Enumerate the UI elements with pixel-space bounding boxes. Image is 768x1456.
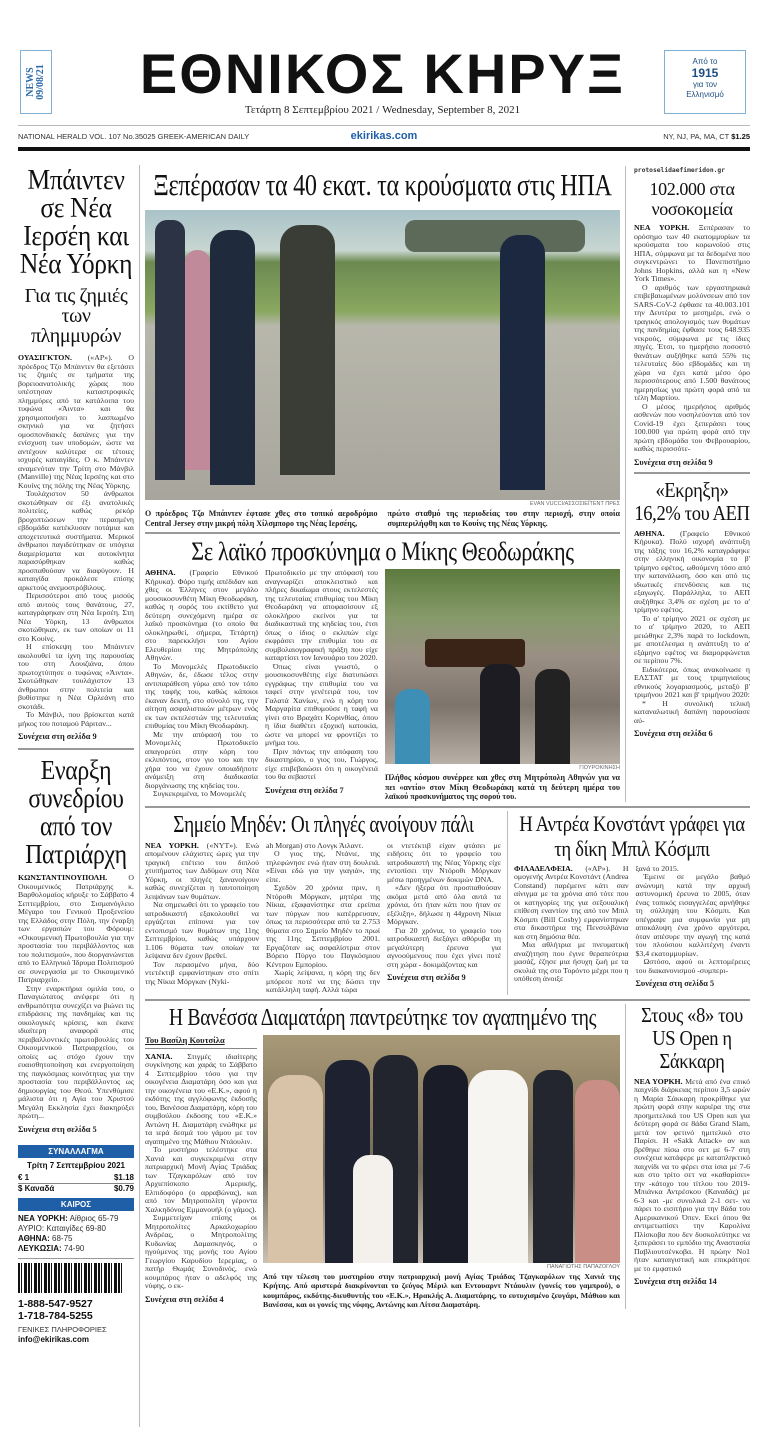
paragraph: Στιγμές ιδιαίτερης συγκίνησης και χαράς το Σάββατο 4 Σεπτεμβρίου τόσο για την οικογένεια Διαματάρη όσο και για την οικογένεια του «Ε.Κ.», αφού η εκδότης της αγγλόφωνης έκδοσής του, Βανέσσα Διαματάρη, κόρη του συμβούλου έκδοσης του «Ε.Κ.» Αντώνη Η. Διαματάρη ενώθηκε με τα ιερά δεσμά του γάμου με τον αγαπημένο της Μάθιου Ντάουλιν. xyxy=(145,1051,257,1146)
paragraph: Πριν πάντως την απόφαση του δικαστηρίου, ο γιος του, Γιώργος, είχε επιβεβαιώσει ότι η οικογένειά του θα σεβαστεί xyxy=(265,746,378,782)
article-column xyxy=(145,569,258,802)
photo-credit: ΓΙΟΥΡΟΚΙΝΗΣΗ xyxy=(579,765,620,772)
weather-row xyxy=(18,1214,134,1224)
paragraph: (Γραφείο Εθνικού Κήρυκα). Φόρο τιμής απέδιδαν και χθες οι Έλληνες στον μεγάλο μουσικοσυνθέτη Μίκη Θεοδωράκη, καθώς η σορός του εκτίθετο για δεύτερη συνεχόμενη ημέρα σε λαϊκό προσκύνημα (το οποίο θα ολοκληρωθεί, σήμερα, Τετάρτη) στο παρεκκλήσι του Αγίου Ελευθερίου της Μητρόπολης Αθηνών. xyxy=(145,568,259,663)
headline[interactable]: «Εκρηξη» 16,2% του ΑΕΠ xyxy=(634,477,750,525)
headline[interactable]: Η Αντρέα Κονστάντ γράφει για τη δίκη Μπιλ Κόσμπι xyxy=(519,810,745,861)
funeral-photo xyxy=(385,569,620,764)
phone-1[interactable]: 1-888-547-9527 xyxy=(18,1297,93,1310)
wedding-text xyxy=(145,1035,257,1309)
dateline: ΝΕΑ ΥΟΡΚΗ. xyxy=(634,223,690,232)
paragraph: Τουλάχιστον 50 άνθρωποι σκοτώθηκαν σε έξι ανατολικές πολιτείες, καθώς ρεκόρ βροχοπτώσεων την περασμένη εβδομάδα κατέκλυσαν ποτάμια και αποχετευτικά συστήματα. Μερικοί άνθρωποι παγιδεύτηκαν σε υπόγεια διαμερίσματα και αυτοκίνητα παρασύρθηκαν καθώς προσπαθούσαν να διαφύγουν. Η καταιγίδα προκάλεσε επίσης αρκετούς ανεμοστρόβιλους. xyxy=(18,489,134,592)
photo-credit: ΠΑΝΑΓΙΩΤΗΣ ΠΑΠΑΖΟΓΛΟΥ xyxy=(547,1263,620,1270)
helicopter-shape xyxy=(405,220,585,252)
paragraph: Ο γιος της, Ντάνιε, της τηλεφώνησε ενώ ήταν στη δουλειά. «Είναι εδώ για την γιαγιά», της είπε. xyxy=(266,849,380,884)
article-column-wrap xyxy=(265,569,378,802)
article-column xyxy=(266,842,380,995)
masthead-date: Τετάρτη 8 Σεπτεμβρίου 2021 / Wednesday, September 8, 2021 xyxy=(244,104,521,116)
right-top-column xyxy=(625,166,750,802)
article-columns xyxy=(514,865,750,990)
article-body xyxy=(634,224,750,454)
paragraph: Το Μονομελές Πρωτοδικείο Αθηνών, δε, έδωσε τέλος στην αντιπαράθεση γύρω από τον τόπο της ταφής του, καθώς κάποιοι έκαναν δεκτή, στο σύνολό της, την αίτηση ασφαλιστικών μέτρων ενός εκ των εκτελεστών της τελευταίας επιθυμίας του Μίκη Θεοδωράκη. xyxy=(145,661,258,731)
continue-link[interactable]: Συνέχεια στη σελίδα 14 xyxy=(634,1277,717,1287)
paragraph: Το α' τρίμηνο 2021 σε σχέση με το α' τρίμηνο 2020, το ΑΕΠ μειώθηκε 2,3% παρά το lockdown, με αποτέλεσμα η ανάπτυξη το α' εξάμηνο εφέτος να διαμορφώνεται σε περίπου 7%. xyxy=(634,613,750,665)
paragraph: Ξεπέρασαν το ορόσημο των 40 εκατομμυρίων τα κρούσματα του κορωνοϊού στις ΗΠΑ, σύμφωνα με τα δεδομένα που συγκεντρώνει το Πανεπιστήμιο Johns Hopkins, αλλά και η «New York Times». xyxy=(634,223,750,283)
person-shape xyxy=(185,250,210,470)
photo-caption xyxy=(145,509,620,528)
top-row xyxy=(145,166,750,802)
paragraph: ah Morgan) στο Λονγκ Άιλαντ. xyxy=(266,840,364,850)
paragraph: («AP»). Η ομογενής Αντρέα Κονστάντ (Andrea Constand) παρέμεινε κάτι σαν αίνιγμα με τα χρόνια από τότε που οι κατηγορίες της για σεξουαλική επίθεση εναντίον της από τον Μπιλ Κόσμπι (Bill Cosby) εμφανίστηκαν στα δικαστήρια της Πενσυλβάνια και στη δημόσια θέα. xyxy=(514,863,629,941)
place: ΑΘΗΝΑ: xyxy=(18,1233,50,1243)
person-shape xyxy=(280,225,335,475)
continue-link[interactable]: Συνέχεια στη σελίδα 7 xyxy=(265,785,344,795)
phone-2[interactable]: 1-718-784-5255 xyxy=(18,1309,93,1322)
rate: $0.79 xyxy=(113,1183,134,1193)
dateline: ΝΕΑ ΥΟΡΚΗ. xyxy=(145,840,199,850)
paragraph: Το μυστήριο τελέστηκε στα Χανιά και συγκεκριμένα στην πατριαρχική Μονή Αγίας Τριάδας των Τζαγκαρόλων από τον Αρχιεπίσκοπο Αμερικής, Ελπιδοφόρο (ο αρραβώνας), και από τον Μητροπολίτη γέροντα Χαλκηδόνος Εμμανουήλ (ο γάμος). xyxy=(145,1145,257,1214)
middle-row xyxy=(145,811,750,995)
paragraph: Το Μάνβιλ, που βρίσκεται κατά μήκος του ποταμού Ράριταν... xyxy=(18,710,134,728)
article-wedding xyxy=(145,1004,625,1309)
paragraph: Ο Οικουμενικός Πατριάρχης κ. Βαρθολομαίος κήρυξε το Σάββατο 4 Σεπτεμβρίου, στο Σισμανόγλειο Μέγαρο του Γενικού Προξενείου της Ελλάδος στην Πόλη, την έναρξη των εργασιών του Φόρουμ: «Οικουμενική Πρωτοβουλία για την προστασία του περιβάλλοντος και του πολιτισμού», που διοργανώνεται από το Ελληνικό Ίδρυμα Πολιτισμού σε συνεργασία με το Οικουμενικό Πατριαρχείο. xyxy=(18,873,134,984)
article-column xyxy=(636,865,751,976)
place: ΑΥΡΙΟ: xyxy=(18,1223,45,1233)
dateline: ΟΥΑΣΙΓΚΤΟΝ. xyxy=(18,353,72,362)
wedding-photo xyxy=(263,1035,620,1263)
president-figure xyxy=(500,235,545,490)
article-body xyxy=(634,1078,750,1274)
article-body xyxy=(18,354,134,728)
subheadline: Για τις ζημιές των πλημμυρών xyxy=(24,285,128,347)
sidebar-info xyxy=(18,1145,134,1345)
states: NY, NJ, PA, MA, CT xyxy=(663,131,730,141)
continue-link[interactable]: Συνέχεια στη σελίδα 5 xyxy=(18,1124,97,1134)
paragraph: Η επίσκεψη του Μπάιντεν ακολουθεί τα ίχνη της παρουσίας του στη Λουιζιάνα, όπου πρωτοχτύπησε ο τυφώνας «Άιντα». Σκοτώθηκαν τουλάχιστον 13 άνθρωποι στην πολιτεία και βυθίστηκε η Νέα Ορλεάνη στο σκοτάδι. xyxy=(18,642,134,711)
headline[interactable]: Μπάιντεν σε Νέα Ιερσέη και Νέα Υόρκη xyxy=(19,164,133,280)
headline[interactable]: Σημείο Μηδέν: Οι πληγές ανοίγουν πάλι xyxy=(173,811,474,838)
article-columns xyxy=(145,842,501,995)
article-constand xyxy=(507,811,750,995)
dateline: ΧΑΝΙΑ. xyxy=(145,1051,173,1061)
paragraph: Ο μέσος ημερήσιος αριθμός ασθενών που νοσηλεύονται από τον Covid-19 έχει ξεπεράσει τους 100.000 για πρώτη φορά από την πρώτη εβδομάδα του Φεβρουαρίου, καθώς περισσότε- xyxy=(634,401,750,453)
currency: € 1 xyxy=(18,1172,30,1182)
paragraph: Μετά από ένα επικό παιχνίδι διάρκειας περίπου 3,5 ωρών η Μαρία Σάκκαρη προκρίθηκε για πρώτη φορά στην καριέρα της στα προημιτελικά του US Open και για δεύτερη φορά σε 8άδα Grand Slam, μετά τον φετινό ημιτελικό στο Παρίσι. Η «Sakk Attack» αν και βρέθηκε πίσω στο σετ με 6-7 στη συνέχεια κατάφερε με καταπληκτικό παιχνίδι να το φέρει στα ίσια με 7-6 και στο τρίτο σετ να «καθαρίσει» την -κάτοχο του τίτλου του 2019- Μπιάνκα Αντρέσκου (Καναδάς) με 6-3 και -με συνολικά 2-1 σετ- να πάρει το εισιτήριο για την 8άδα του Αμερικανικού Όπεν. Εκεί όπου θα αντιμετωπίσει την Καρολίνα Πλίσκοβα που δεν δυσκολεύτηκε να ξεπεράσει το εμπόδιο της Αναστασία Παβλιουτσένκοβα. Η πρώην Νο1 ήταν καταιγιστική και επικράτησε με το εμφατικό xyxy=(634,1076,750,1273)
paragraph: Όπως είναι γνωστό, ο μουσικοσυνθέτης είχε διατυπώσει εγγράφως την επιθυμία του να ταφεί στην γενέτειρά του, τον Γαλατά Χανίων, ενώ η κόρη του Μαργαρίτα επιθυμούσε η ταφή να γίνει στο Βραχάτι Κορινθίας, όπου η ίδια διαθέτει εξοχική κατοικία, ώστε να μπορεί να φροντίζει το μνήμα του. xyxy=(265,661,378,748)
website-link[interactable]: ekirikas.com xyxy=(350,130,418,142)
biden-airport-photo xyxy=(145,210,620,500)
groom-shape xyxy=(423,1065,468,1263)
divider xyxy=(634,472,750,474)
article-column-wrap xyxy=(636,865,751,990)
email-link[interactable]: info@ekirikas.com xyxy=(18,1334,89,1344)
dateline: ΦΙΛΑΔΕΛΦΕΙΑ. xyxy=(514,863,573,873)
wedding-content xyxy=(145,1035,620,1309)
weather-list xyxy=(18,1214,134,1254)
paragraph: Συμμετείχαν επίσης οι Μητροπολίτες Αρκαλοχωρίου Ανδρέας, ο Μητροπολίτης Κυδωνίας Δαμασκηνός, ο ηγούμενος της μονής του Αγίου Γεωργίου Καρυδίου Ιερεμίας, ο πατήρ Θωμάς Συνοδινός, ενώ κουμπάρος ήταν ο αδελφός της νύφης, ο εκ- xyxy=(145,1213,257,1291)
dateline: ΝΕΑ ΥΟΡΚΗ. xyxy=(634,1076,683,1086)
paragraph: Σχεδόν 20 χρόνια πριν, η Ντόροθι Μόργκαν, μητέρα της Νίκια, εξαφανίστηκε στα ερείπια των πύργων που κατέρρευσαν, όπως τα περισσότερα από τα 2.753 θύματα στο Σημείο Μηδέν το πρωί της 11ης Σεπτεμβρίου 2001. Εργαζόταν ως ασφαλίστρια στον Βόρειο Πύργο του Παγκόσμιου Κέντρου Εμπορίου. xyxy=(266,883,380,969)
article-ground-zero xyxy=(145,811,507,995)
article-column xyxy=(387,842,501,970)
person-shape xyxy=(533,1070,573,1263)
since-line1: Από το xyxy=(692,57,718,66)
dateline: ΚΩΝΣΤΑΝΤΙΝΟΥΠΟΛΗ. xyxy=(18,873,108,882)
paragraph: (Γραφείο Εθνικού Κήρυκα). Πολύ ισχυρή ανάπτυξη της τάξης του 16,2% καταγράφηκε στην ελληνική οικονομία το β' τρίμηνο εφέτος, ωθούμενη τόσο από την κατανάλωση, όσο και από τις ιδιωτικές επενδύσεις και τις εξαγωγές. Παράλληλα, το ΑΕΠ αυξήθηκε 3,4% σε σχέση με το α' τρίμηνο εφέτος. xyxy=(634,528,751,614)
rate: $1.18 xyxy=(113,1172,134,1182)
weather-row xyxy=(18,1234,134,1244)
divider xyxy=(18,1258,134,1259)
paragraph: Περισσότεροι από τους μισούς από αυτούς τους θανάτους, 27, καταγράφηκαν στη Νέα Ιερσέη. Στη Νέα Υόρκη, 13 άνθρωποι σκοτώθηκαν, εκ των οποίων οι 11 στο Κουίνς. xyxy=(18,591,134,643)
article-patriarch xyxy=(18,756,134,1135)
photo-credit: EVAN VUCCI/ΑΣΣΟΣΙΕΪΤΕΝΤ ΠΡΕΣ xyxy=(529,501,620,507)
continue-link[interactable]: Συνέχεια στη σελίδα 4 xyxy=(145,1294,224,1304)
paragraph: Μια αθλήτρια με πνευματική αναζήτηση που έγινε θεραπεύτρια μασάζ, έζησε μια ήσυχη ζωή με τα σκυλιά της στο Τορόντο μέχρι που η υπόθεση άνοιξε xyxy=(514,940,629,984)
forecast: Αίθριος 65-79 xyxy=(69,1213,119,1223)
paragraph: Για 20 χρόνια, το γραφείο του ιατροδικαστή διεξάγει αθόρυβα τη μεγαλύτερη έρευνα για αγνοούμενους που έχει γίνει ποτέ στη χώρα - δοκιμάζοντας και xyxy=(387,925,501,969)
continue-link[interactable]: Συνέχεια στη σελίδα 9 xyxy=(634,457,713,467)
dateline: ΑΘΗΝΑ. xyxy=(145,568,176,578)
paragraph: Ωστόσο, αφού οι λεπτομέρειες του διακανονισμού -συμπερι- xyxy=(635,957,750,975)
caption-right: πρώτο σταθμό της περιοδείας του στην περιοχή, στην οποία συμπεριλήφθη και το Κουίνς της Νέας Υόρκης. xyxy=(387,509,620,528)
article-body xyxy=(634,530,750,726)
article-column-wrap xyxy=(387,842,501,995)
place: ΝΕΑ ΥΟΡΚΗ: xyxy=(18,1213,68,1223)
child-shape xyxy=(353,1155,393,1263)
continue-link[interactable]: Συνέχεια στη σελίδα 5 xyxy=(635,979,715,989)
headline[interactable]: Εναρξη συνεδρίου από τον Πατριάρχη xyxy=(25,755,127,869)
info-bar xyxy=(18,129,750,143)
person-shape xyxy=(210,230,255,485)
paragraph: Ο αριθμός των εργαστηριακά επιβεβαιωμένων μολύνσεων από τον SARS-CoV-2 έφθασε τα 40.003.101 την Δευτέρα το μεσημέρι, ενώ ο τραγικός απολογισμός των θυμάτων της πανδημίας έφθασε τους 648.935 νεκρούς, σύμφωνα με τις ίδιες πηγές. Έτσι, το ημερήσιο ποσοστό θανάτων αυξήθηκε κατά 55% τις τελευταίες δύο εβδομάδες και τη χώρα να έχει κατά μέσο όρο περισσότερους από 1.500 θανάτους ημερησίως για πρώτη φορά από τα τέλη Μαρτίου. xyxy=(634,282,750,402)
paragraph: Τον περασμένο μήνα, δύο ντετέκτιβ εμφανίστηκαν στο σπίτι της Νίκια Μόργκαν (Nyki- xyxy=(145,959,259,986)
lead-section xyxy=(145,166,625,802)
article-covid-hospitals xyxy=(634,166,750,468)
divider xyxy=(18,748,134,750)
paragraph: * Η συνολική τελική καταναλωτική δαπάνη παρουσίασε αύ- xyxy=(634,698,750,725)
price-info xyxy=(470,132,750,141)
info-label: ΓΕΝΙΚΕΣ ΠΛΗΡΟΦΟΡΙΕΣ xyxy=(18,1324,107,1334)
column-divider xyxy=(139,165,140,1427)
bride-shape xyxy=(468,1070,528,1263)
left-column xyxy=(18,166,134,1345)
continue-link[interactable]: Συνέχεια στη σελίδα 6 xyxy=(634,729,713,738)
since-year: 1915 xyxy=(691,66,719,80)
volume-info: NATIONAL HERALD VOL. 107 No.35025 GREEK-AMERICAN DAILY xyxy=(18,131,250,141)
coffin-shape xyxy=(425,639,525,667)
person-shape xyxy=(395,689,430,764)
subheadline: 102.000 στα νοσοκομεία xyxy=(649,179,735,219)
person-shape xyxy=(480,664,520,764)
exchange-title: ΣΥΝΑΛΛΑΓΜΑ xyxy=(18,1145,134,1158)
paragraph: Συγκεκριμένα, το Μονομελές xyxy=(153,789,246,799)
article-body xyxy=(18,874,134,1121)
headline[interactable]: Σε λαϊκό προσκύνημα ο Μίκης Θεοδωράκης xyxy=(191,537,574,567)
paragraph: Ειδικότερα, όπως ανακοίνωσε η ΕΛΣΤΑΤ με τους τριμηνιαίους εθνικούς λογαριασμούς, μεταξύ β' τριμήνου 2021 και β' τριμήνου 2020: xyxy=(634,664,750,699)
headline[interactable]: Η Βανέσσα Διαματάρη παντρεύτηκε τον αγαπημένο της xyxy=(168,1004,597,1031)
person-shape xyxy=(155,220,185,480)
paragraph: Χωρίς λείψανα, η κόρη της δεν μπόρεσε ποτέ να της δώσει την κατάλληλη ταφή. Αλλά τώρα xyxy=(266,968,380,995)
divider xyxy=(18,125,750,126)
article-us-open xyxy=(625,1004,750,1309)
masthead-title: ΕΘΝΙΚΟΣ ΚΗΡΥΞ xyxy=(139,42,626,105)
bottom-row xyxy=(145,1004,750,1309)
source-tag: protoselidaefimeridon.gr xyxy=(634,167,725,174)
article-column xyxy=(145,842,259,995)
article-column xyxy=(514,865,629,990)
paragraph: οι ντετέκτιβ είχαν φτάσει με ειδήσεις ότι το γραφείο του ιατροδικαστή της Νέας Υόρκης είχε εντοπίσει την Ντόροθι Μόργκαν μέσω προηγμένων δοκιμών DNA. xyxy=(387,840,501,884)
weather-row xyxy=(18,1224,134,1234)
person-shape xyxy=(575,1080,620,1263)
since-line2: για τον xyxy=(692,80,718,89)
paragraph: Με την απόφασή του το Μονομελές Πρωτοδικείο απαγορεύει στην κόρη του εκλιπόντος, στον γιο του και την χήρα του να έχουν οποιαδήποτε ανάμειξη στη διαδικασία διοργάνωσης της κηδείας του. xyxy=(145,729,258,790)
photo-caption: Πλήθος κόσμου συνέρρεε και χθες στη Μητρόπολη Αθηνών για να πει «αντίο» στον Μίκη Θεοδωράκη κατά τη δεύτερη ημέρα του λαϊκού προσκυνήματος της σορού του. xyxy=(385,773,620,802)
caption-left: Ο πρόεδρος Τζο Μπάιντεν έφτασε χθες στο τοπικό αεροδρόμιο Central Jersey στην μικρή πόλη Χίλσμπορο της Νέας Ιερσέης, xyxy=(145,509,378,528)
paragraph: Πρωτοδικείο με την απόφασή του αναγνωρίζει αποκλειστικό και πλήρες δικαίωμα στους εκτελεστές της τελευταίας επιθυμίας του Μίκη Θεοδωράκη να αποφασίσουν εξ ολοκλήρου εκείνοι για τα διαδικαστικά της κηδείας του, έτσι όπως ο ίδιος ο εκλιπών είχε εκφράσει την επιθυμία του σε συμβολαιογραφική πράξη που είχε καταρτίσει τον Ιανουάριο του 2020. xyxy=(265,568,378,663)
place: ΛΕΥΚΩΣΙΑ: xyxy=(18,1243,62,1253)
since-1915-badge xyxy=(664,50,746,114)
paragraph: («NYT»). Ενώ απομένουν ελάχιστες ώρες για την τραγική επέτειο του διπλού χτυπήματος των Διδύμων στη Νέα Υόρκη, οι πληγές ξανανοίγουν καθώς συνεχίζεται η ταυτοποίηση λειψάνων των θυμάτων. xyxy=(145,840,259,901)
paragraph: Έμεινε σε μεγάλο βαθμό ανώνυμη κατά την αρχική αστυνομική έρευνα το 2005, όταν ένας τοπικός εισαγγελέας αρνήθηκε τη σύλληψη του Κόσμπι. Και υπέγραψε μια συμφωνία για μη αποκάλυψη ένα χρόνο αργότερα, όταν απέσυρε την αγωγή της κατά του πλούσιου καλλιτέχνη έναντι $3,4 εκατομμυρίων. xyxy=(635,872,750,958)
article-body xyxy=(145,1053,257,1291)
divider xyxy=(145,532,620,534)
since-line3: Ελληνισμό xyxy=(686,90,724,99)
article-theodorakis xyxy=(145,569,620,802)
dateline: ΑΘΗΝΑ. xyxy=(634,528,665,538)
paragraph: («AP»). Ο πρόεδρος Τζο Μπάιντεν θα εξετάσει τις ζημιές σε τμήματα της βορειοανατολικής χώρας που υπέστησαν καταστροφικές πλημμύρες από τα κατάλοιπα του τυφώνα «Άιντα» και θα χρησιμοποιήσει το λασπωμένο σκηνικό για να ζητήσει ομοσπονδιακές δαπάνες για την ενίσχυση των υποδομών, ώστε να αντέχουν καλύτερα σε τέτοιες ισχυρές καταιγίδες. Ο κ. Μπάιντεν αναμενόταν την Τρίτη στο Μάνβιλ (Manville) της Νέας Ιερσέης και στο Κουίνς της πόλης της Νέας Υόρκης. xyxy=(18,353,134,490)
paragraph: Στην εναρκτήρια ομιλία του, ο Παναγιώτατος ανέφερε ότι η ανθρωπότητα συνεχίζει να βιώνει τις επιδράσεις της πανδημίας και τις οικολογικές κρίσεις, και έκανε ιδιαίτερη αναφορά στις περιβαλλοντικές πρωτοβουλίες του Οικουμενικού Πατριαρχείου, οι οποίες ως στόχο έχουν την ευαισθητοποίηση και ενεργοποίηση της παγκόσμιας κοινότητας για την προστασία του περιβάλλοντος ως δημιουργίας του Θεού. Υπενθύμισε μάλιστα ότι η Αγία του Χριστού Μεγάλη Εκκλησία έχει διακηρύξει πρώτη... xyxy=(18,983,134,1120)
weather-row xyxy=(18,1244,134,1254)
header-rule xyxy=(18,147,750,151)
photo-caption: Από την τέλεση του μυστηρίου στην πατριαρχική μονή Αγίας Τριάδας Τζαγκαρόλων της Χανιά της Κρήτης. Από αριστερά διακρίνονται το ζεύγος Μέριλ και Εντουαρντ Ντάουλιν (γονείς του γαμπρού), ο κουμπάρος, εκδότης-διευθυντής του «Ε.Κ.», Ηρακλής Α. Διαματάρης, το ευτυχισμένο ζευγάρι, Μάθιου και Βανέσσα, και οι γονείς της νύφης, Αντώνης και Λίτσα Διαματάρη. xyxy=(263,1271,620,1309)
wedding-photo-block xyxy=(263,1035,620,1309)
lead-headline[interactable]: Ξεπέρασαν τα 40 εκατ. τα κρούσματα στις ΗΠΑ xyxy=(153,167,612,202)
continue-link[interactable]: Συνέχεια στη σελίδα 9 xyxy=(387,973,466,983)
forecast: Καταιγίδες 69-80 xyxy=(46,1223,106,1233)
paragraph: Να σημειωθεί ότι το γραφείο του ιατροδικαστή εξακολουθεί να εργάζεται επίπονα για τον εντοπισμό των θυμάτων της 11ης Σεπτεμβρίου, καθώς υπάρχουν 1.106 θύματα των οποίων τα λείψανα δεν έχουν βρεθεί. xyxy=(145,900,259,961)
exchange-date: Τρίτη 7 Σεπτεμβρίου 2021 xyxy=(26,1160,125,1170)
exchange-row xyxy=(18,1184,134,1194)
price: $1.25 xyxy=(731,131,750,141)
main-area xyxy=(145,166,750,1309)
continue-link[interactable]: Συνέχεια στη σελίδα 9 xyxy=(18,732,97,741)
byline: Του Βασίλη Κουτσίλα xyxy=(145,1035,257,1049)
news-date: 09/08/21 xyxy=(35,64,46,100)
news-date-badge xyxy=(20,50,52,114)
article-gdp xyxy=(634,479,750,740)
paragraph: ξανά το 2015. xyxy=(635,863,679,873)
forecast: 74-90 xyxy=(63,1243,85,1253)
currency: $ Καναδά xyxy=(18,1183,55,1193)
person-shape xyxy=(535,669,570,764)
exchange-row xyxy=(18,1173,134,1184)
divider xyxy=(145,999,750,1001)
funeral-photo-block xyxy=(385,569,620,802)
forecast: 68-75 xyxy=(52,1233,73,1243)
article-column xyxy=(265,569,378,782)
divider xyxy=(145,806,750,808)
person-shape xyxy=(268,1075,323,1263)
weather-title: ΚΑΙΡΟΣ xyxy=(18,1198,134,1211)
barcode-icon xyxy=(18,1263,122,1293)
news-label: NEWS xyxy=(25,67,36,97)
paragraph: «Δεν ήξερα ότι προσπαθούσαν ακόμα μετά από όλα αυτά τα χρόνια, ότι ήταν κάτι που ήταν σε εξέλιξη», δήλωσε η 44χρονη Νίκια Μόργκαν. xyxy=(387,883,501,927)
article-biden-floods xyxy=(18,166,134,742)
headline[interactable]: Στους «8» του US Open η Σάκκαρη xyxy=(641,1002,743,1073)
